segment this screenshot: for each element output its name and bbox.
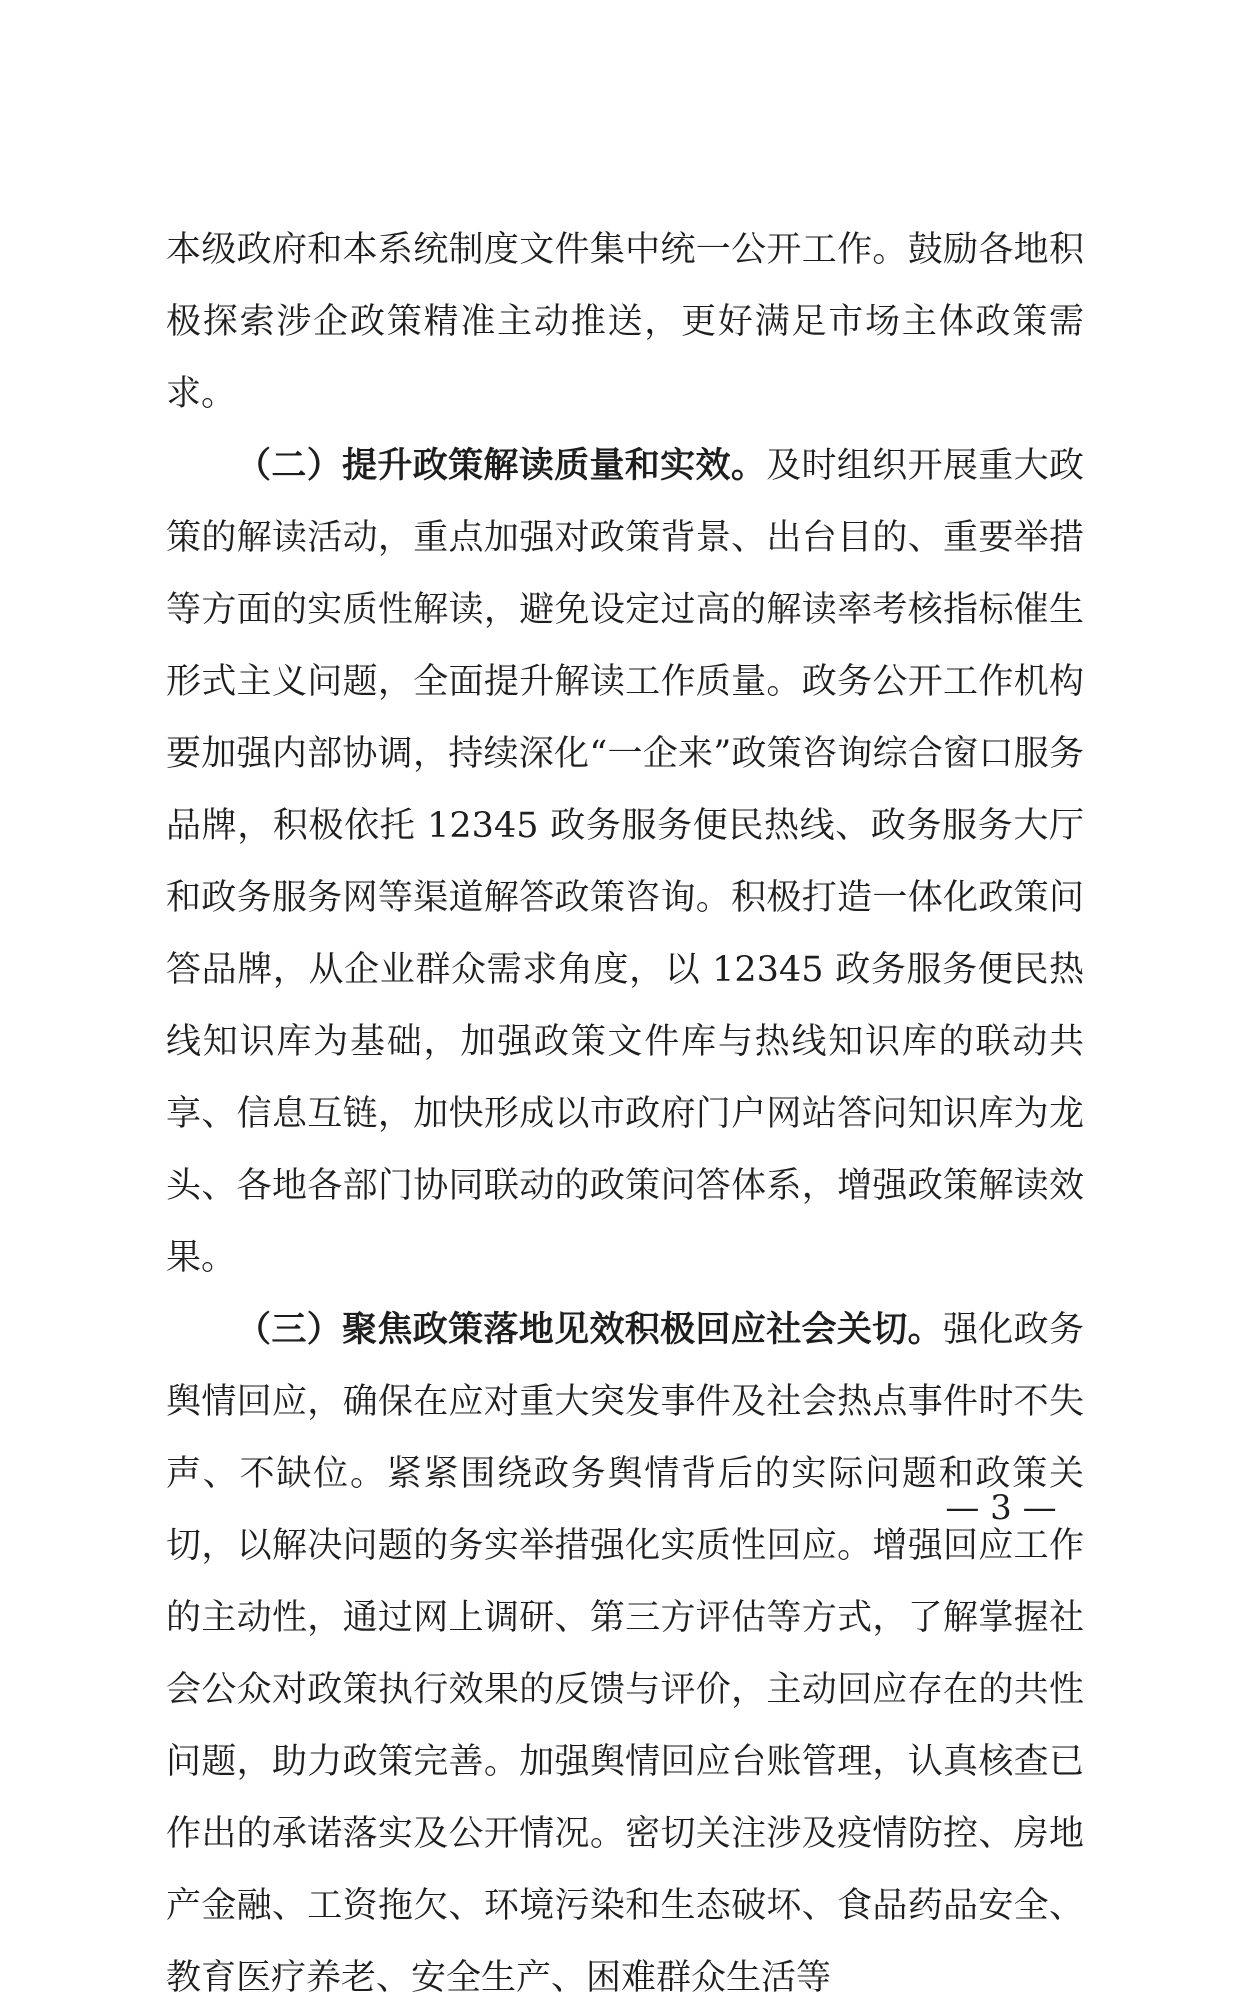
paragraph-2-text: 及时组织开展重大政策的解读活动，重点加强对政策背景、出台目的、重要举措等方面的实质性解读，避免设定过高的解读率考核指标催生形式主义问题，全面提升解读工作质量。政务公开工作机构要加强内部协调，持续深化“一企来”政策咨询综合窗口服务品牌，积极依托 12345 政务服务便民热线、政务服务大厅和政务服务网等渠道解答政策咨询。积极打造一体化政策问答品牌，从企业群众需求角度，以 12345 政务服务便民热线知识库为基础，加强政策文件库与热线知识库的联动共享、信息互链，加快形成以市政府门户网站答问知识库为龙头、各地各部门协同联动的政策问答体系，增强政策解读效果。 bbox=[166, 446, 1084, 1278]
paragraph-3-text: 强化政务舆情回应，确保在应对重大突发事件及社会热点事件时不失声、不缺位。紧紧围绕政务舆情背后的实际问题和政策关切，以解决问题的务实举措强化实质性回应。增强回应工作的主动性，通过网上调研、第三方评估等方式，了解掌握社会公众对政策执行效果的反馈与评价，主动回应存在的共性问题，助力政策完善。加强舆情回应台账管理，认真核查已作出的承诺落实及公开情况。密切关注涉及疫情防控、房地产金融、工资拖欠、环境污染和生态破坏、食品药品安全、教育医疗养老、安全生产、困难群众生活等 bbox=[166, 1310, 1084, 1998]
body-text bbox=[166, 214, 1084, 2014]
paragraph-continuation bbox=[166, 214, 1084, 430]
page-number: — 3 — bbox=[945, 1488, 1057, 1528]
paragraph-section-3 bbox=[166, 1294, 1084, 2014]
section-3-heading: （三）聚焦政策落地见效积极回应社会关切。 bbox=[236, 1310, 943, 1350]
section-2-heading: （二）提升政策解读质量和实效。 bbox=[236, 446, 767, 486]
paragraph-section-2 bbox=[166, 430, 1084, 1294]
paragraph-1-text: 本级政府和本系统制度文件集中统一公开工作。鼓励各地积极探索涉企政策精准主动推送，更好满足市场主体政策需求。 bbox=[166, 230, 1084, 414]
